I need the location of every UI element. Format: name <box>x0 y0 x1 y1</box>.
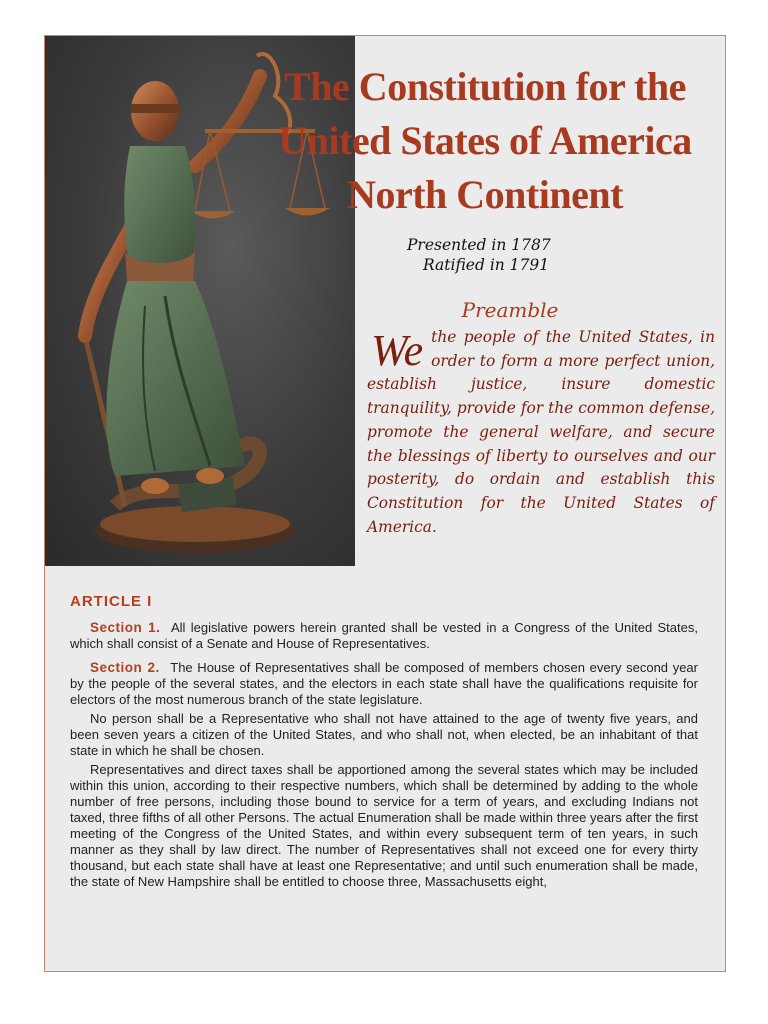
section-1-text: All legislative powers herein granted shall be vested in a Congress of the United States, which shall consist of a Senate and House of Representatives. <box>70 620 698 651</box>
title-line-1: The Constitution for the <box>284 64 686 109</box>
section-2-text: The House of Representatives shall be composed of members chosen every second year by the people of the several states, and the electors in each state shall have the qualifications requisite for electors of the most numerous branch of the state legislature. <box>70 660 698 707</box>
preamble-heading: Preamble <box>461 298 559 322</box>
article-body <box>70 594 698 893</box>
section-1-paragraph <box>70 620 698 652</box>
section-2-label: Section 2. <box>90 660 160 675</box>
section-1-label: Section 1. <box>90 620 161 635</box>
paragraph-qualifications: No person shall be a Representative who shall not have attained to the age of twenty five years, and been seven years a citizen of the United States, and who shall not, when elected, be an inhabitant of that state in which he shall be chosen. <box>70 711 698 758</box>
preamble-dropcap: We <box>371 326 424 375</box>
dates-block <box>407 235 557 275</box>
ratified-date: Ratified in 1791 <box>423 256 550 274</box>
preamble-text: the people of the United States, in order to form a more perfect union, establish justice, insure domestic tranquility, provide for the common defense, promote the general welfare, and secure the blessings of liberty to ourselves and our posterity, do ordain and establish this Constitution for the United States of America. <box>367 328 715 536</box>
document-page <box>44 35 726 972</box>
presented-date: Presented in 1787 <box>407 236 551 254</box>
section-2-paragraph <box>70 660 698 708</box>
title-line-2: United States of America <box>278 118 692 163</box>
preamble-text-block <box>367 326 715 539</box>
paragraph-apportionment: Representatives and direct taxes shall be apportioned among the several states which may be included within this union, according to their respective numbers, which shall be determined by adding to the whole number of free persons, including those bound to service for a term of years, and excluding Indians not taxed, three fifths of all other Persons. The actual Enumeration shall be made within three years after the first meeting of the Congress of the United States, and within every subsequent term of ten years, in such manner as they shall by law direct. The number of Representatives shall not exceed one for every thirty thousand, but each state shall have at least one Representative; and until such enumeration shall be made, the state of New Hampshire shall be entitled to choose three, Massachusetts eight, <box>70 762 698 889</box>
document-title <box>245 60 725 222</box>
article-heading: ARTICLE I <box>70 593 153 610</box>
title-line-3: North Continent <box>347 172 623 217</box>
